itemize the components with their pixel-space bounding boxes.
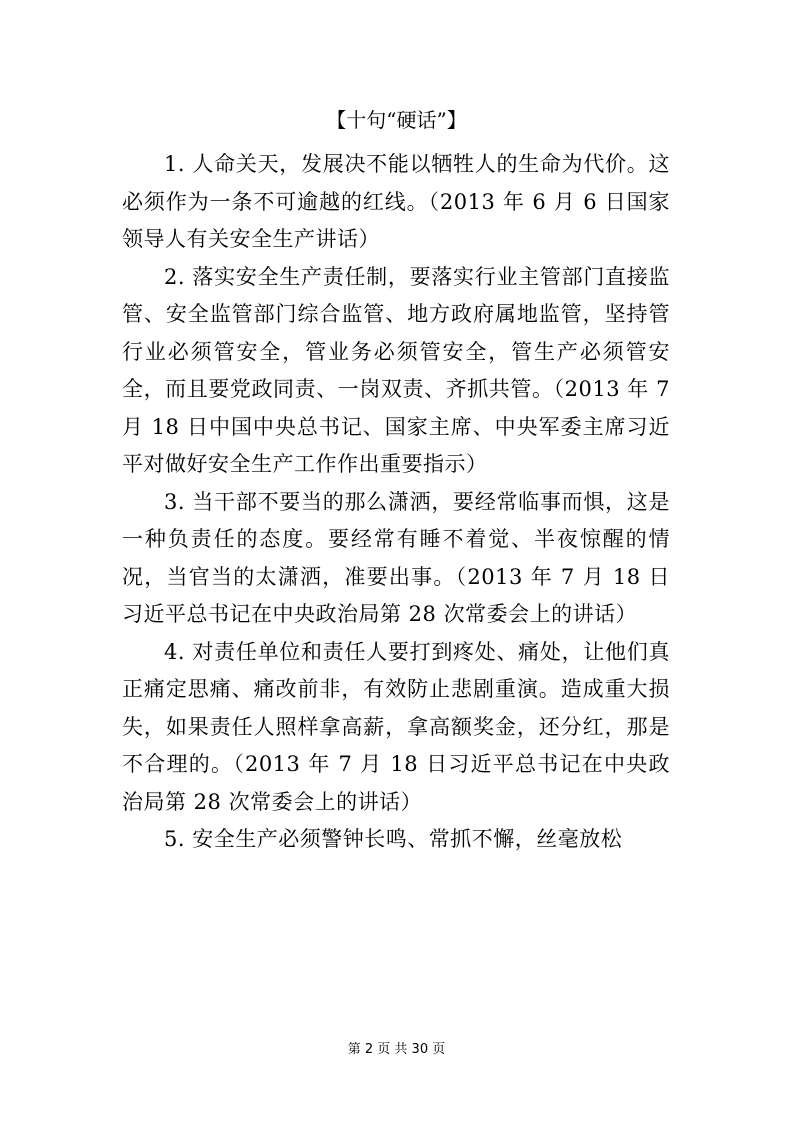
document-body (122, 146, 670, 859)
paragraph-3: 3. 当干部不要当的那么潇洒，要经常临事而惧，这是一种负责任的态度。要经常有睡不着觉、半夜惊醒的情况，当官当的太潇洒，准要出事。（2013 年 7 月 18 日习近平总书记在中央政治局第 28 次常委会上的讲话） (122, 489, 670, 626)
paragraph-4: 4. 对责任单位和责任人要打到疼处、痛处，让他们真正痛定思痛、痛改前非，有效防止悲剧重演。造成重大损失，如果责任人照样拿高薪，拿高额奖金，还分红，那是不合理的。（2013 年 7 月 18 日习近平总书记在中央政治局第 28 次常委会上的讲话） (122, 639, 670, 814)
page-title: 【十句“硬话”】 (326, 108, 467, 132)
paragraph-5: 5. 安全生产必须警钟长鸣、常抓不懈，丝毫放松 (164, 827, 623, 851)
paragraph-2: 2. 落实安全生产责任制，要落实行业主管部门直接监管、安全监管部门综合监管、地方政府属地监管，坚持管行业必须管安全，管业务必须管安全，管生产必须管安全，而且要党政同责、一岗双责、齐抓共管。（2013 年 7 月 18 日中国中央总书记、国家主席、中央军委主席习近平对做好安全生产工作作出重要指示） (122, 264, 670, 476)
page-number-footer: 第 2 页 共 30 页 (347, 1042, 446, 1057)
paragraph-1: 1. 人命关天，发展决不能以牺牲人的生命为代价。这必须作为一条不可逾越的红线。（2013 年 6 月 6 日国家领导人有关安全生产讲话） (122, 152, 670, 251)
